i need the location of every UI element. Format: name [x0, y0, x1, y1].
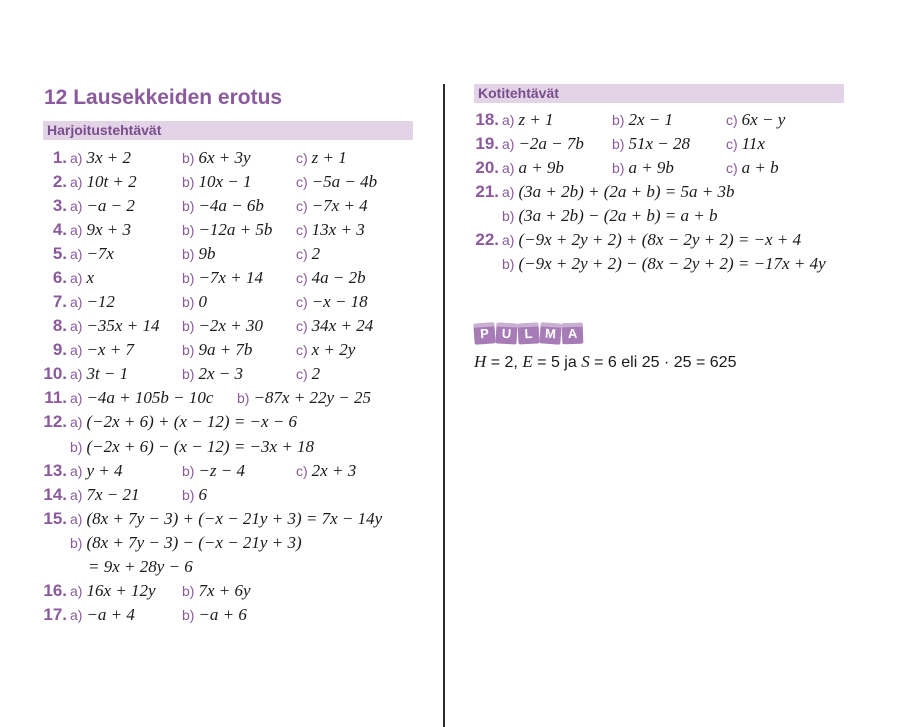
answer-b: b) −7x + 14	[182, 268, 263, 287]
answer-b: b) −12a + 5b	[182, 220, 273, 239]
pulma-tile: U	[495, 322, 517, 344]
answer-b: b) −87x + 22y − 25	[237, 388, 371, 407]
answer-a: a) y + 4	[70, 461, 123, 480]
answer-b: b) 0	[182, 292, 207, 311]
answer-b: b) 9b	[182, 244, 216, 263]
homework-section-header: Kotitehtävät	[474, 84, 844, 103]
answer-a: a) (−2x + 6) + (x − 12) = −x − 6	[70, 412, 298, 431]
exercise-number: 22.	[475, 230, 499, 249]
exercise-number: 14.	[43, 485, 67, 504]
exercise-number: 12.	[43, 412, 67, 431]
pulma-tile: M	[539, 322, 561, 344]
exercise-number: 11.	[44, 388, 67, 407]
answer-c: c) z + 1	[296, 148, 347, 167]
exercise-row-21-b: b) (3a + 2b) − (2a + b) = a + b	[502, 206, 718, 225]
answer-a: a) z + 1	[502, 110, 554, 129]
exercise-row-12-b: b) (−2x + 6) − (x − 12) = −3x + 18	[70, 437, 315, 456]
pulma-tile: A	[562, 323, 584, 345]
answer-c: c) x + 2y	[296, 340, 356, 359]
exercise-number: 16.	[43, 581, 67, 600]
page-title: 12 Lausekkeiden erotus	[44, 86, 283, 109]
exercise-number: 21.	[475, 182, 499, 201]
column-divider	[443, 84, 445, 727]
answer-c: c) 34x + 24	[296, 316, 374, 335]
answer-b: b) 2x − 3	[182, 364, 243, 383]
answer-c: c) −5a − 4b	[296, 172, 378, 191]
pulma-tile: P	[473, 322, 495, 344]
answer-c: c) 2	[296, 364, 321, 383]
answer-a: a) −35x + 14	[70, 316, 160, 335]
exercise-number: 10.	[43, 364, 67, 383]
answer-a: a) (8x + 7y − 3) + (−x − 21y + 3) = 7x − 14y	[70, 509, 383, 528]
answer-b: b) 10x − 1	[182, 172, 252, 191]
answer-c: c) −7x + 4	[296, 196, 368, 215]
answer-a: a) −a − 2	[70, 196, 135, 215]
exercise-number: 7.	[52, 292, 67, 311]
exercise-row-15-b-result: = 9x + 28y − 6	[88, 557, 193, 576]
pulma-logo	[474, 323, 594, 345]
answer-a: a) 16x + 12y	[70, 581, 156, 600]
answer-a: a) −a + 4	[70, 605, 135, 624]
exercise-number: 19.	[475, 134, 499, 153]
answer-a: a) −7x	[70, 244, 114, 263]
answer-b: b) −z − 4	[182, 461, 246, 480]
answer-b: b) 2x − 1	[612, 110, 673, 129]
answer-b: b) −a + 6	[182, 605, 247, 624]
exercise-number: 1.	[52, 148, 67, 167]
answer-a: a) 3x + 2	[70, 148, 131, 167]
exercise-number: 8.	[52, 316, 67, 335]
exercise-number: 4.	[52, 220, 67, 239]
pulma-solution: H = 2, E = 5 ja S = 6 eli 25 · 25 = 625	[474, 352, 737, 371]
answer-a: a) −2a − 7b	[502, 134, 584, 153]
answer-a: a) (−9x + 2y + 2) + (8x − 2y + 2) = −x + 4	[502, 230, 802, 249]
answer-c: c) 13x + 3	[296, 220, 365, 239]
exercise-row-22-b: b) (−9x + 2y + 2) − (8x − 2y + 2) = −17x + 4y	[502, 254, 826, 273]
answer-a: a) x	[70, 268, 94, 287]
answer-b: b) −4a − 6b	[182, 196, 264, 215]
answer-b: b) 51x − 28	[612, 134, 690, 153]
answer-a: a) −4a + 105b − 10c	[70, 388, 214, 407]
answer-b: b) −2x + 30	[182, 316, 263, 335]
answer-b: b) 7x + 6y	[182, 581, 251, 600]
answer-c: c) a + b	[726, 158, 779, 177]
exercise-number: 15.	[43, 509, 67, 528]
exercise-number: 17.	[43, 605, 67, 624]
answer-c: c) 4a − 2b	[296, 268, 366, 287]
exercise-number: 3.	[52, 196, 67, 215]
answer-a: a) 7x − 21	[70, 485, 140, 504]
exercise-number: 5.	[52, 244, 67, 263]
pulma-tile: L	[517, 322, 539, 344]
exercise-row-15-b: b) (8x + 7y − 3) − (−x − 21y + 3)	[70, 533, 302, 552]
answer-a: a) 9x + 3	[70, 220, 131, 239]
answer-a: a) −x + 7	[70, 340, 134, 359]
answer-a: a) 3t − 1	[70, 364, 129, 383]
answer-c: c) 2x + 3	[296, 461, 357, 480]
exercise-number: 6.	[52, 268, 67, 287]
practice-section-header: Harjoitustehtävät	[43, 121, 413, 140]
exercise-number: 13.	[43, 461, 67, 480]
answer-a: a) (3a + 2b) + (2a + b) = 5a + 3b	[502, 182, 735, 201]
answer-b: b) 6	[182, 485, 207, 504]
answer-c: c) −x − 18	[296, 292, 368, 311]
answer-b: b) 9a + 7b	[182, 340, 253, 359]
exercise-number: 18.	[475, 110, 499, 129]
answer-c: c) 11x	[726, 134, 765, 153]
exercise-number: 9.	[52, 340, 67, 359]
answer-a: a) −12	[70, 292, 115, 311]
answer-c: c) 6x − y	[726, 110, 786, 129]
answer-c: c) 2	[296, 244, 321, 263]
answer-b: b) a + 9b	[612, 158, 674, 177]
answer-a: a) 10t + 2	[70, 172, 137, 191]
exercise-number: 20.	[475, 158, 499, 177]
exercise-number: 2.	[52, 172, 67, 191]
answer-b: b) 6x + 3y	[182, 148, 251, 167]
answer-a: a) a + 9b	[502, 158, 564, 177]
